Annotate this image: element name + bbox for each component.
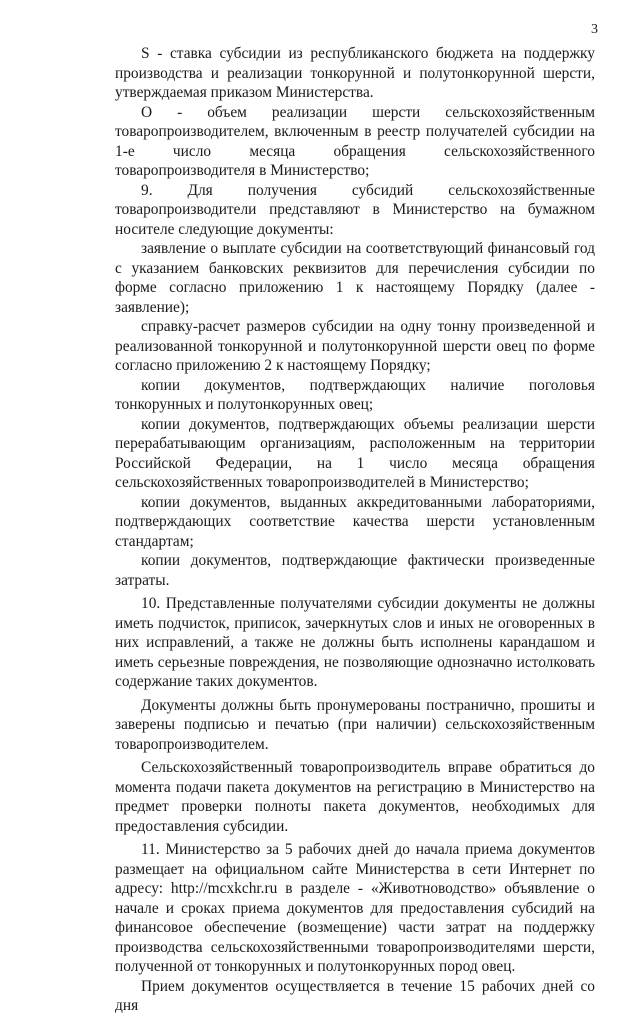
paragraph-item-11: 11. Министерство за 5 рабочих дней до начала приема документов размещает на официальном сайте Министерства в сети Интернет по адресу: http://mcxkchr.ru в разделе - «Животноводство» объявление о начале и сроках приема документов для предоставления субсидий на финансовое обеспечение (возмещение) части затрат на поддержку производства сельскохозяйственными товаропроизводителями шерсти, полученной от тонкорунных и полутонкорунных пород овец.: [115, 841, 595, 975]
list-item-livestock-docs: копии документов, подтверждающих наличие поголовья тонкорунных и полутонкорунных овец;: [115, 376, 595, 413]
paragraph-numbering: Документы должны быть пронумерованы постранично, прошиты и заверены подписью и печатью (при наличии) сельскохозяйственным товаропроизводителем.: [115, 696, 595, 753]
list-item-sales-docs: копии документов, подтверждающих объемы реализации шерсти перерабатывающим организациям, расположенным на территории Российской Федерации, на 1 число месяца обращения сельскохозяйственных товаропроизводителей в Министерство;: [115, 415, 595, 491]
paragraph-precheck: Сельскохозяйственный товаропроизводитель вправе обратиться до момента подачи пакета документов на регистрацию в Министерство на предмет проверки полноты пакета документов, необходимых для предоставления субсидии.: [115, 759, 595, 835]
list-item-expense-docs: копии документов, подтверждающие фактически произведенные затраты.: [115, 552, 595, 589]
list-item-lab-docs: копии документов, выданных аккредитованными лабораториями, подтверждающих соответствие качества шерсти установленным стандартам;: [115, 493, 595, 550]
paragraph-volume-o: О - объем реализации шерсти сельскохозяйственным товаропроизводителем, включенным в реестр получателей субсидии на 1-е число месяца обращения сельскохозяйственного товаропроизводителя в Министерство;: [115, 103, 595, 179]
paragraph-acceptance: Прием документов осуществляется в течение 15 рабочих дней со дня: [115, 977, 595, 1014]
paragraph-item-9: 9. Для получения субсидий сельскохозяйственные товаропроизводители представляют в Министерство на бумажном носителе следующие документы:: [115, 181, 595, 238]
page-number: 3: [591, 22, 598, 37]
list-item-application: заявление о выплате субсидии на соответствующий финансовый год с указанием банковских реквизитов для перечисления субсидии по форме согласно приложению 1 к настоящему Порядку (далее - заявление);: [115, 240, 595, 316]
document-body: [115, 44, 595, 1016]
paragraph-item-10: 10. Представленные получателями субсидии документы не должны иметь подчисток, приписок, зачеркнутых слов и иных не оговоренных в них исправлений, а также не должны быть исполнены карандашом и иметь серьезные повреждения, не позволяющие однозначно истолковать содержание таких документов.: [115, 595, 595, 690]
list-item-calculation: справку-расчет размеров субсидии на одну тонну произведенной и реализованной тонкорунной и полутонкорунной шерсти овец по форме согласно приложению 2 к настоящему Порядку;: [115, 318, 595, 374]
paragraph-rate-s: S - ставка субсидии из республиканского бюджета на поддержку производства и реализации тонкорунной и полутонкорунной шерсти, утверждаемая приказом Министерства.: [115, 45, 595, 101]
